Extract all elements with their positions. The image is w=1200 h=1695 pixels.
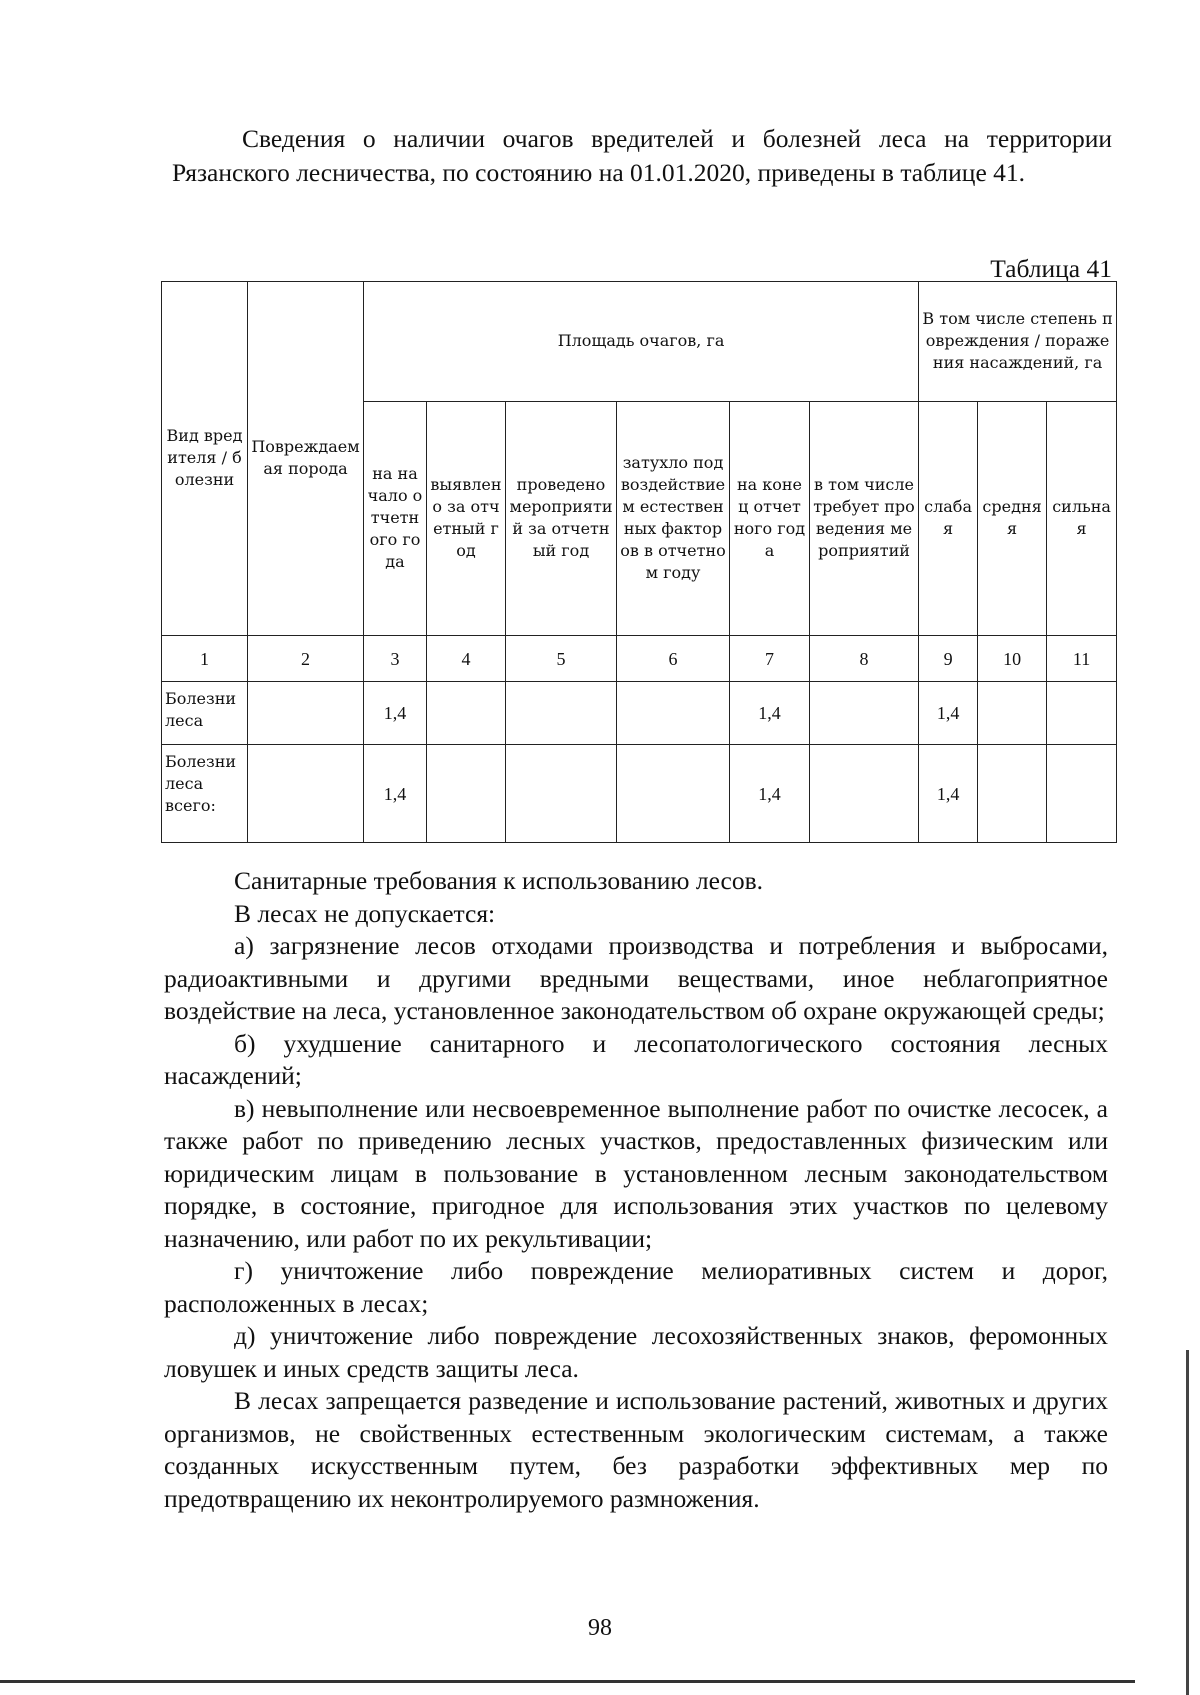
section-heading: Санитарные требования к использованию лесов.: [234, 866, 764, 895]
table-cell: [248, 745, 364, 843]
table-cell: 1,4: [730, 745, 810, 843]
table-cell: 1,4: [364, 745, 427, 843]
table-cell: [427, 682, 506, 745]
header-pest-type: Вид вредителя / болезни: [162, 282, 248, 636]
list-item: а) загрязнение лесов отходами производства и потребления и выбросами, радиоактивными и другими вредными веществами, иное неблагоприятное воздействие на леса, установленное законодательством об охране окружающей среды;: [164, 931, 1108, 1025]
section-lead: В лесах не допускается:: [234, 898, 496, 928]
column-number: 10: [978, 635, 1047, 682]
header-start-of-year: на начало отчетного года: [364, 401, 427, 635]
table-cell: [427, 745, 506, 843]
column-number: 2: [248, 635, 364, 682]
table-cell: 1,4: [919, 682, 978, 745]
table-row: [162, 682, 1117, 745]
column-number: 7: [730, 635, 810, 682]
page-number: 98: [588, 1615, 612, 1641]
scan-edge-right: [1186, 1350, 1189, 1695]
column-number: 9: [919, 635, 978, 682]
table-caption: Таблица 41: [990, 254, 1112, 283]
table-cell: [1047, 682, 1117, 745]
column-number: 5: [506, 635, 617, 682]
header-end-of-year: на конец отчетного года: [730, 401, 810, 635]
header-area-group: Площадь очагов, га: [364, 282, 919, 402]
header-weak: слабая: [919, 401, 978, 635]
table-cell: 1,4: [919, 745, 978, 843]
table-cell: [978, 682, 1047, 745]
column-number: 6: [617, 635, 730, 682]
intro-paragraph: [172, 122, 1112, 190]
header-strong: сильная: [1047, 401, 1117, 635]
header-damage-group: В том числе степень повреждения / поражения насаждений, га: [919, 282, 1117, 402]
table-cell: [810, 682, 919, 745]
table-cell: [1047, 745, 1117, 843]
table-row: [162, 745, 1117, 843]
table-cell: 1,4: [364, 682, 427, 745]
list-item: б) ухудшение санитарного и лесопатологического состояния лесных насаждений;: [164, 1028, 1108, 1090]
header-measures-required: в том числе требует проведения мероприятий: [810, 401, 919, 635]
header-measures-done: проведено мероприятий за отчетный год: [506, 401, 617, 635]
table-cell: 1,4: [730, 682, 810, 745]
row-label: Болезни леса: [162, 682, 248, 745]
list-item: г) уничтожение либо повреждение мелиоративных систем и дорог, расположенных в лесах;: [164, 1256, 1108, 1318]
closing-paragraph: В лесах запрещается разведение и использование растений, животных и других организмов, не свойственных естественным экологическим системам, а также созданных искусственным путем, без разработки эффективных мер по предотвращению их неконтролируемого размножения.: [164, 1386, 1108, 1513]
list-item: д) уничтожение либо повреждение лесохозяйственных знаков, феромонных ловушек и иных средств защиты леса.: [164, 1321, 1108, 1383]
sanitary-requirements: [164, 865, 1108, 1515]
table-cell: [617, 745, 730, 843]
scan-edge-line: [0, 1680, 1135, 1683]
header-found-in-year: выявлено за отчетный год: [427, 401, 506, 635]
header-natural-decline: затухло под воздействием естественных факторов в отчетном году: [617, 401, 730, 635]
column-number-row: [162, 635, 1117, 682]
table-41: [161, 281, 1117, 843]
column-number: 1: [162, 635, 248, 682]
list-item: в) невыполнение или несвоевременное выполнение работ по очистке лесосек, а также работ по приведению лесных участков, предоставленных физическим или юридическим лицам в пользование в установленном лесным законодательством порядке, в состояние, пригодное для использования этих участков по целевому назначению, или работ по их рекультивации;: [164, 1093, 1108, 1253]
table-cell: [617, 682, 730, 745]
table-cell: [248, 682, 364, 745]
row-label: Болезни леса всего:: [162, 745, 248, 843]
column-number: 11: [1047, 635, 1117, 682]
table-cell: [978, 745, 1047, 843]
header-medium: средняя: [978, 401, 1047, 635]
column-number: 3: [364, 635, 427, 682]
intro-text: Сведения о наличии очагов вредителей и болезней леса на территории Рязанского лесничества, по состоянию на 01.01.2020, приведены в таблице 41.: [172, 124, 1112, 187]
header-damaged-species: Повреждаемая порода: [248, 282, 364, 636]
table-cell: [506, 745, 617, 843]
column-number: 4: [427, 635, 506, 682]
table-cell: [506, 682, 617, 745]
column-number: 8: [810, 635, 919, 682]
table-cell: [810, 745, 919, 843]
